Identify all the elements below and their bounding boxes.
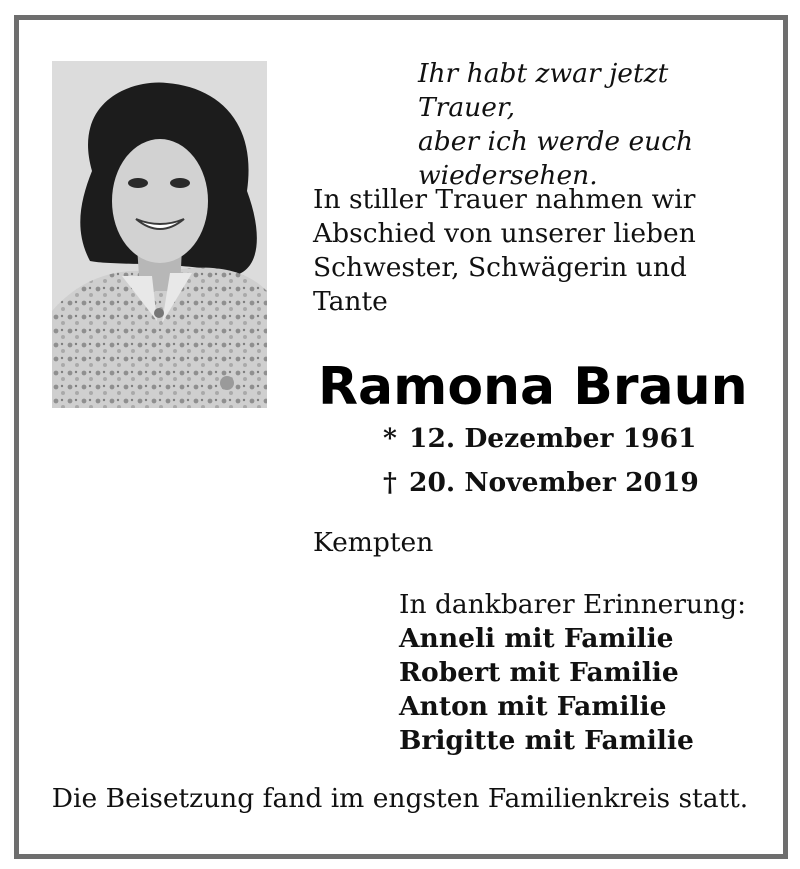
birth-date-line [383,422,696,456]
mourner-name: Robert mit Familie [399,657,679,688]
birth-date: 12. Dezember 1961 [409,423,697,454]
place: Kempten [313,527,434,558]
funeral-note: Die Beisetzung fand im engsten Familienkreis statt. [51,783,749,814]
death-symbol: † [383,467,397,498]
deceased-name: Ramona Braun [318,357,748,417]
quote-line: wiedersehen. [418,160,598,191]
portrait-photo [52,61,267,408]
mourners-lead: In dankbarer Erinnerung: [399,589,747,620]
mourners-block [399,588,746,758]
intro-line: Abschied von unserer lieben [313,218,696,249]
farewell-quote [418,57,768,193]
intro-text [313,183,768,319]
portrait-image [52,61,267,408]
intro-line: Schwester, Schwägerin und [313,252,687,283]
quote-line: aber ich werde euch [418,126,694,157]
death-date: 20. November 2019 [409,467,699,498]
mourner-name: Anton mit Familie [399,691,667,722]
birth-symbol: * [383,423,397,454]
intro-line: In stiller Trauer nahmen wir [313,184,696,215]
death-date-line [383,466,699,500]
intro-line: Tante [313,286,388,317]
mourner-name: Brigitte mit Familie [399,725,694,756]
mourner-name: Anneli mit Familie [399,623,674,654]
quote-line: Ihr habt zwar jetzt Trauer, [418,58,669,123]
